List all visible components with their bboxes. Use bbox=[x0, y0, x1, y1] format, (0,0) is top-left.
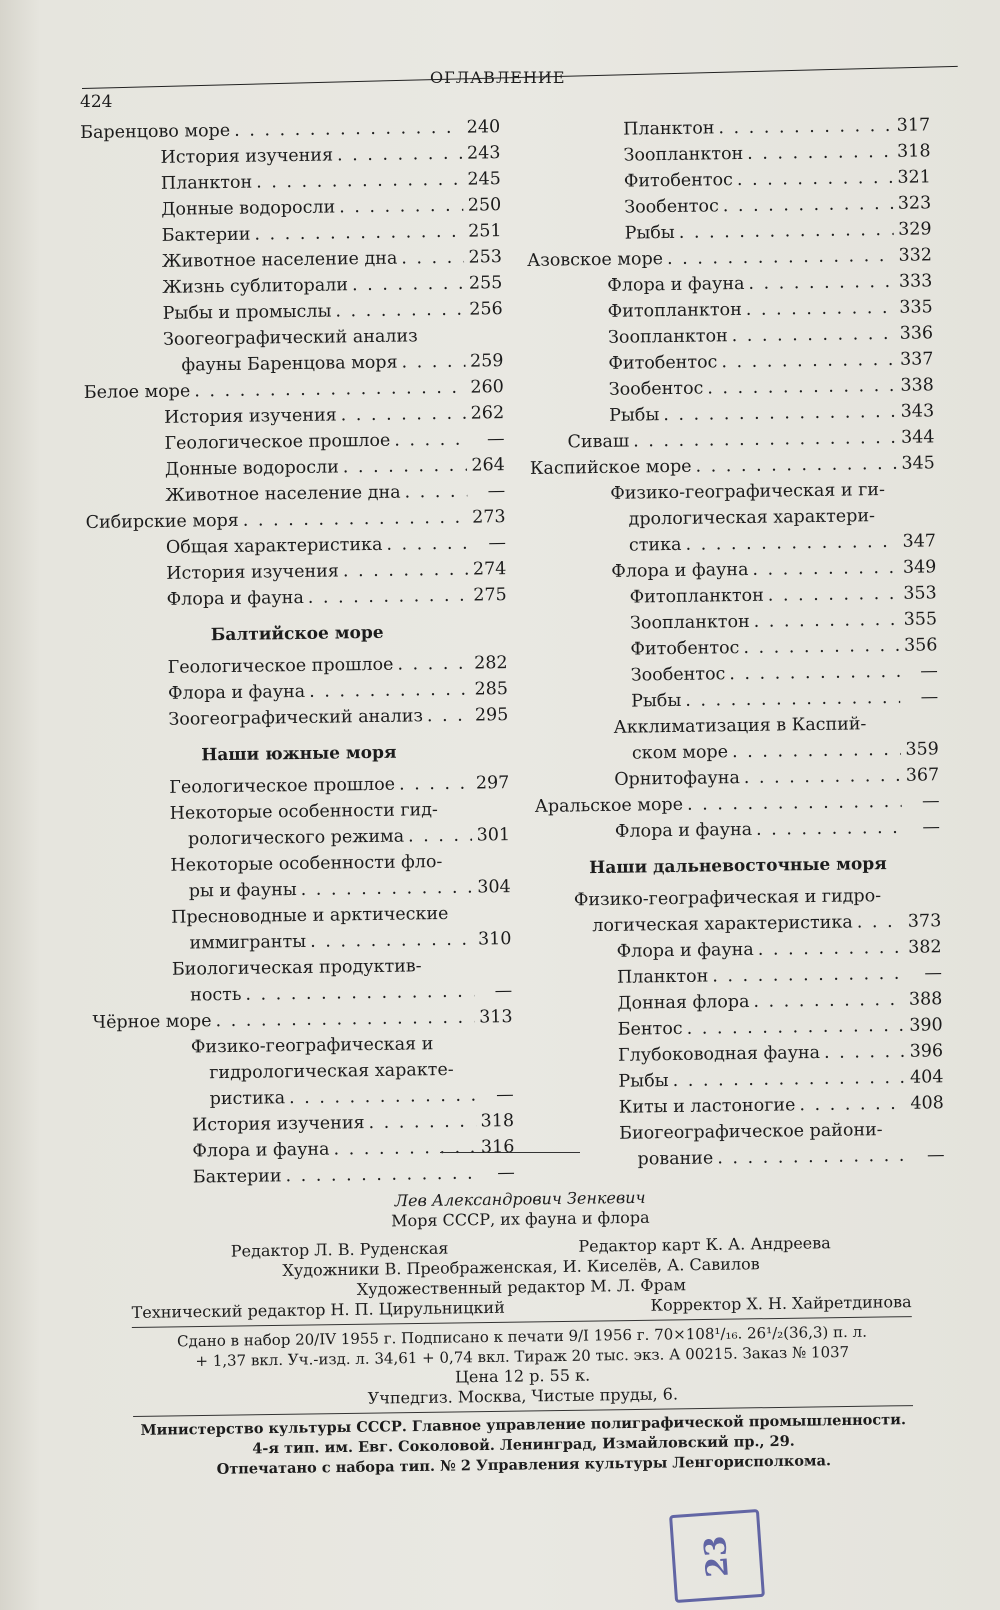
toc-entry-page: 259 bbox=[469, 351, 504, 372]
toc-entry-title-continued: иммигранты bbox=[189, 931, 307, 954]
toc-entry-page: 253 bbox=[468, 247, 503, 268]
toc-entry-title: История изучения bbox=[166, 561, 340, 584]
toc-entry-page: 256 bbox=[469, 299, 503, 320]
toc-entry-title: Животное население дна bbox=[165, 482, 401, 506]
toc-entry-page: 353 bbox=[903, 583, 937, 604]
toc-leader-dots bbox=[747, 139, 893, 167]
toc-leader-dots bbox=[310, 927, 474, 955]
toc-leader-dots bbox=[408, 823, 472, 850]
toc-entry-title: Планктон bbox=[616, 966, 709, 988]
toc-entry-title: Физико-географическая и bbox=[190, 1034, 434, 1058]
toc-leader-dots bbox=[685, 685, 900, 714]
toc-leader-dots bbox=[717, 1143, 907, 1172]
toc-entry bbox=[90, 796, 511, 854]
toc-entry-title: Бентос bbox=[617, 1018, 683, 1040]
toc-leader-dots bbox=[756, 815, 902, 843]
toc-leader-dots bbox=[301, 875, 473, 903]
toc-entry-title: Бактерии bbox=[192, 1166, 282, 1188]
toc-entry-page: 356 bbox=[903, 635, 938, 656]
toc-entry bbox=[91, 900, 512, 958]
toc-entry-page: 349 bbox=[902, 557, 937, 578]
toc-entry-page: 317 bbox=[896, 115, 931, 136]
toc-entry-title: Фитопланктон bbox=[629, 585, 764, 608]
colophon-print-line-1: Сдано в набор 20/IV 1955 г. Подписано к печати 9/I 1956 г. 70×108¹/₁₆. 26¹/₂(36,3) п. л. bbox=[176, 1322, 868, 1351]
toc-entry-title: Орнитофауна bbox=[614, 768, 741, 790]
toc-leader-dots bbox=[401, 245, 464, 272]
toc-leader-dots bbox=[729, 659, 900, 687]
toc-entry-page: 345 bbox=[901, 453, 936, 474]
toc-entry-page: 255 bbox=[468, 273, 503, 294]
toc-entry-title: Зоопланктон bbox=[629, 611, 750, 634]
toc-leader-dots bbox=[194, 375, 466, 405]
toc-entry-page: 275 bbox=[473, 585, 507, 606]
page-number: 424 bbox=[80, 92, 113, 112]
toc-entry-page: 343 bbox=[900, 401, 935, 422]
toc-entry-title: Баренцово море bbox=[80, 120, 231, 143]
toc-entry-title-continued: рологического режима bbox=[187, 826, 405, 850]
toc-entry-page: 262 bbox=[470, 403, 505, 424]
toc-leader-dots bbox=[695, 451, 897, 480]
toc-leader-dots bbox=[285, 1161, 477, 1190]
toc-leader-dots bbox=[386, 531, 468, 558]
toc-entry-title: Каспийское море bbox=[529, 456, 692, 479]
toc-leader-dots bbox=[215, 1005, 474, 1035]
toc-entry-page: 333 bbox=[898, 271, 933, 292]
toc-entry-page: 304 bbox=[477, 877, 511, 898]
toc-entry-title: Зоопланктон bbox=[607, 326, 728, 348]
toc-leader-dots bbox=[748, 269, 894, 297]
toc-entry bbox=[95, 1160, 515, 1192]
toc-entry-title: Рыбы bbox=[609, 405, 660, 426]
toc-leader-dots bbox=[667, 243, 894, 272]
toc-entry-title-continued: ском море bbox=[631, 742, 729, 764]
toc-leader-dots bbox=[341, 401, 467, 429]
toc-entry-title: Фитобентос bbox=[623, 170, 734, 192]
toc-entry-title: Биологическая продуктив- bbox=[171, 956, 422, 980]
library-stamp-number: 23 bbox=[698, 1533, 736, 1579]
toc-leader-dots bbox=[352, 271, 465, 299]
toc-entry-page: 297 bbox=[475, 773, 510, 794]
toc-leader-dots bbox=[256, 167, 463, 196]
toc-leader-dots bbox=[752, 555, 898, 583]
toc-entry-title: Некоторые особенности гид- bbox=[169, 800, 439, 824]
toc-entry-page: 282 bbox=[474, 653, 508, 674]
toc-entry-page: 240 bbox=[466, 117, 501, 138]
toc-leader-dots bbox=[633, 425, 897, 455]
toc-leader-dots bbox=[343, 557, 469, 585]
toc-entry-page: 373 bbox=[907, 911, 942, 932]
toc-entry-page: 344 bbox=[900, 427, 935, 448]
toc-entry-title: Геологическое прошлое bbox=[169, 774, 396, 798]
toc-entry-title: Глубоководная фауна bbox=[617, 1042, 821, 1066]
toc-leader-dots bbox=[679, 217, 894, 246]
toc-entry bbox=[93, 1030, 514, 1114]
colophon-author: Лев Александрович Зенкевич bbox=[394, 1187, 646, 1211]
toc-leader-dots bbox=[333, 1135, 476, 1163]
toc-leader-dots bbox=[857, 909, 904, 936]
colophon-proofreader: Корректор Х. Н. Хайретдинова bbox=[650, 1292, 912, 1315]
toc-leader-dots bbox=[394, 427, 467, 454]
toc-entry-title: Аральское море bbox=[534, 794, 684, 817]
toc-entry-page: 313 bbox=[479, 1007, 513, 1028]
colophon-price: Цена 12 р. 55 к. bbox=[454, 1365, 591, 1387]
toc-leader-dots bbox=[723, 191, 894, 219]
toc-leader-dots bbox=[686, 1013, 904, 1042]
toc-entry-title: Фитобентос bbox=[630, 638, 740, 660]
colophon-art-editor: Художественный редактор М. Л. Фрам bbox=[356, 1275, 686, 1299]
toc-entry-page: 285 bbox=[474, 679, 509, 700]
colophon-publisher: Учпедгиз. Москва, Чистые пруды, 6. bbox=[367, 1384, 679, 1408]
toc-entry-title: Геологическое прошлое bbox=[167, 654, 394, 678]
toc-leader-dots bbox=[289, 1083, 476, 1112]
toc-entry-title: Планктон bbox=[623, 118, 715, 140]
toc-entry-page: 310 bbox=[477, 929, 512, 950]
toc-leader-dots bbox=[758, 935, 904, 963]
colophon-print-line-2: + 1,37 вкл. Уч.-изд. л. 34,61 + 0,74 вкл. Тираж 20 тыс. экз. А 00215. Заказ № 1037 bbox=[195, 1342, 850, 1371]
toc-entry-page: 329 bbox=[898, 219, 932, 240]
toc-entry-title-continued: дрологическая характери- bbox=[628, 506, 876, 530]
toc-entry-page: 273 bbox=[472, 507, 506, 528]
toc-entry-title: Рыбы bbox=[631, 690, 682, 712]
page-header-title: ОГЛАВЛЕНИЕ bbox=[430, 68, 566, 87]
toc-entry-title: Донная флора bbox=[617, 991, 750, 1014]
toc-entry-title-continued: ность bbox=[190, 984, 242, 1006]
toc-entry-title: Рыбы bbox=[624, 222, 675, 244]
toc-leader-dots bbox=[768, 581, 899, 609]
toc-entry bbox=[83, 322, 504, 380]
toc-entry-title: Сиваш bbox=[567, 431, 630, 453]
toc-leader-dots bbox=[672, 1065, 905, 1094]
toc-entry-title: Пресноводные и арктические bbox=[171, 903, 449, 928]
toc-leader-dots bbox=[743, 633, 899, 661]
toc-leader-dots bbox=[339, 193, 463, 221]
colophon-press: 4-я тип. им. Евг. Соколовой. Ленинград, Измайловский пр., 29. bbox=[252, 1432, 795, 1458]
toc-entry-page: 359 bbox=[905, 739, 939, 760]
toc-leader-dots bbox=[335, 297, 465, 325]
toc-entry-title: Донные водоросли bbox=[164, 457, 339, 480]
toc-section-heading: Наши южные моря bbox=[201, 742, 397, 766]
toc-entry-title-continued: фауны Баренцова моря bbox=[181, 352, 398, 376]
toc-entry-title: Жизнь сублиторали bbox=[162, 275, 349, 298]
toc-entry bbox=[87, 582, 507, 614]
toc-entry-title: Рыбы bbox=[618, 1071, 669, 1092]
toc-leader-dots bbox=[663, 399, 896, 428]
toc-entry-page: — bbox=[922, 817, 941, 838]
toc-entry-title: История изучения bbox=[191, 1113, 365, 1136]
toc-entry-title: Зообентос bbox=[624, 196, 719, 218]
toc-entry-page: 355 bbox=[903, 609, 938, 630]
toc-entry-page: — bbox=[488, 533, 507, 554]
toc-entry-title: Рыбы и промыслы bbox=[162, 301, 332, 324]
toc-leader-dots bbox=[746, 295, 895, 323]
toc-left-column bbox=[80, 114, 515, 1192]
toc-entry-page: 251 bbox=[468, 221, 502, 242]
toc-entry-page: — bbox=[921, 791, 940, 812]
toc-leader-dots bbox=[685, 529, 898, 558]
toc-leader-dots bbox=[401, 349, 465, 376]
toc-leader-dots bbox=[721, 347, 895, 375]
toc-entry-title: Геологическое прошлое bbox=[164, 430, 391, 454]
toc-section-heading: Балтийское море bbox=[210, 622, 384, 646]
toc-entry-page: 264 bbox=[471, 455, 505, 476]
toc-entry-title: Физико-географическая и ги- bbox=[610, 480, 886, 504]
colophon bbox=[130, 1184, 914, 1481]
toc-entry-title-continued: ристика bbox=[209, 1088, 286, 1110]
toc-entry-page: — bbox=[924, 963, 943, 984]
toc-leader-dots bbox=[245, 979, 474, 1008]
toc-leader-dots bbox=[753, 987, 904, 1015]
toc-entry-title: Животное население дна bbox=[161, 248, 398, 272]
toc-entry bbox=[533, 710, 939, 768]
toc-leader-dots bbox=[309, 677, 470, 705]
toc-right-column bbox=[525, 112, 945, 1174]
toc-entry-page: 321 bbox=[897, 167, 932, 188]
toc-leader-dots bbox=[824, 1039, 905, 1066]
toc-leader-dots bbox=[343, 453, 467, 481]
library-stamp bbox=[669, 1509, 765, 1603]
toc-entry-page: — bbox=[920, 687, 939, 708]
toc-entry-title: Некоторые особенности фло- bbox=[170, 852, 443, 876]
toc-entry-page: 388 bbox=[908, 989, 943, 1010]
toc-leader-dots bbox=[754, 607, 900, 635]
toc-entry-title: Сибирские моря bbox=[85, 510, 239, 533]
toc-entry-title: Флора и фауна bbox=[616, 939, 754, 962]
toc-entry-title: Бактерии bbox=[161, 224, 251, 246]
section-divider bbox=[440, 1152, 580, 1153]
toc-leader-dots bbox=[687, 789, 902, 818]
toc-leader-dots bbox=[799, 1091, 906, 1118]
toc-entry-page: 336 bbox=[899, 323, 934, 344]
toc-entry-page: 318 bbox=[480, 1111, 515, 1132]
toc-entry-page: — bbox=[487, 481, 506, 502]
toc-entry-page: 318 bbox=[896, 141, 931, 162]
toc-leader-dots bbox=[399, 771, 472, 798]
toc-entry-page: 390 bbox=[909, 1015, 943, 1036]
colophon-maps-editor: Редактор карт К. А. Андреева bbox=[578, 1233, 831, 1256]
toc-entry-page: 332 bbox=[898, 245, 933, 266]
toc-entry-title: Флора и фауна bbox=[167, 681, 306, 704]
toc-entry-title: Флора и фауна bbox=[192, 1139, 330, 1162]
colophon-tech-editor: Технический редактор Н. П. Цирульницкий bbox=[131, 1297, 505, 1322]
toc-leader-dots bbox=[397, 651, 470, 678]
toc-entry-page: 404 bbox=[909, 1067, 944, 1088]
toc-entry-title-continued: ры и фауны bbox=[188, 880, 297, 902]
toc-entry bbox=[536, 882, 942, 940]
toc-entry-page: — bbox=[926, 1145, 945, 1166]
toc-entry bbox=[88, 702, 508, 734]
toc-entry-page: 295 bbox=[474, 705, 509, 726]
toc-leader-dots bbox=[718, 113, 892, 141]
toc-entry-title: Биогеографическое райони- bbox=[619, 1120, 883, 1144]
toc-entry-title: Зообентос bbox=[630, 664, 726, 686]
toc-entry-page: 323 bbox=[897, 193, 932, 214]
toc-entry-page: 301 bbox=[476, 825, 511, 846]
toc-entry-page: 337 bbox=[899, 349, 934, 370]
toc-entry-title: Зоогеографический анализ bbox=[162, 326, 418, 350]
toc-leader-dots bbox=[254, 219, 464, 248]
toc-entry-title: Донные водоросли bbox=[161, 197, 336, 220]
colophon-printed-from: Отпечатано с набора тип. № 2 Управления культуры Ленгорисполкома. bbox=[216, 1452, 832, 1478]
toc-leader-dots bbox=[243, 505, 468, 534]
toc-entry-title: Зообентос bbox=[608, 378, 704, 400]
toc-leader-dots bbox=[707, 373, 896, 402]
toc-entry-page: 260 bbox=[470, 377, 504, 398]
toc-leader-dots bbox=[404, 479, 467, 506]
toc-entry bbox=[530, 476, 936, 560]
toc-entry-page: — bbox=[486, 429, 505, 450]
toc-entry-page: 243 bbox=[466, 143, 501, 164]
toc-entry bbox=[92, 952, 513, 1010]
toc-entry-page: 338 bbox=[900, 375, 934, 396]
toc-entry-page: 382 bbox=[908, 937, 942, 958]
toc-entry-title-continued: гидрологическая характе- bbox=[209, 1059, 454, 1084]
toc-entry-title: Фитопланктон bbox=[607, 299, 742, 322]
toc-entry-title: Физико-географическая и гидро- bbox=[573, 886, 882, 911]
toc-entry-title: Флора и фауна bbox=[607, 273, 745, 296]
toc-entry-page: 245 bbox=[467, 169, 502, 190]
toc-entry-page: 316 bbox=[480, 1137, 515, 1158]
toc-entry-title: Флора и фауна bbox=[611, 559, 749, 582]
toc-entry bbox=[90, 848, 511, 906]
toc-leader-dots bbox=[744, 763, 902, 791]
toc-leader-dots bbox=[427, 703, 471, 730]
toc-entry-page: — bbox=[496, 1085, 514, 1106]
toc-entry-title: Азовское море bbox=[526, 249, 664, 271]
toc-leader-dots bbox=[234, 115, 462, 144]
toc-entry-page: 408 bbox=[910, 1093, 944, 1114]
toc-section-heading: Наши дальневосточные моря bbox=[589, 854, 887, 879]
toc-entry-title: Белое море bbox=[83, 381, 191, 403]
colophon-book-title: Моря СССР, их фауна и флора bbox=[391, 1207, 650, 1231]
toc-entry-title-continued: рование bbox=[637, 1148, 714, 1170]
toc-leader-dots bbox=[732, 321, 896, 349]
toc-leader-dots bbox=[712, 961, 904, 990]
toc-entry-title: История изучения bbox=[160, 145, 334, 168]
toc-entry-page: 367 bbox=[905, 765, 940, 786]
toc-entry-title: Зоогеографический анализ bbox=[168, 706, 424, 730]
colophon-artists: Художники В. Преображенская, И. Киселёв, А. Савилов bbox=[282, 1254, 760, 1280]
toc-entry-page: 250 bbox=[467, 195, 502, 216]
toc-entry-title: Фитобентос bbox=[608, 352, 718, 374]
toc-entry-title: Киты и ластоногие bbox=[618, 1095, 796, 1118]
toc-entry-page: 396 bbox=[909, 1041, 944, 1062]
toc-entry-page: — bbox=[497, 1163, 515, 1184]
toc-entry-title: Зоопланктон bbox=[623, 143, 744, 166]
toc-entry-title: История изучения bbox=[164, 405, 337, 428]
toc-entry-page: 274 bbox=[472, 559, 507, 580]
toc-leader-dots bbox=[368, 1109, 476, 1136]
toc-entry-title: Флора и фауна bbox=[614, 819, 753, 842]
toc-entry-title-continued: логическая характеристика bbox=[592, 912, 853, 937]
toc-entry-title-continued: стика bbox=[628, 534, 682, 556]
toc-entry-page: — bbox=[494, 981, 513, 1002]
toc-entry bbox=[539, 1116, 945, 1174]
toc-entry-page: 347 bbox=[902, 531, 937, 552]
toc-leader-dots bbox=[737, 165, 893, 193]
toc-entry-title: Общая характеристика bbox=[165, 534, 383, 558]
toc-entry-page: — bbox=[920, 661, 938, 682]
toc-leader-dots bbox=[308, 583, 469, 611]
toc-entry-title: Флора и фауна bbox=[166, 587, 304, 610]
toc-entry-title: Чёрное море bbox=[92, 1011, 212, 1033]
colophon-ministry: Министерство культуры СССР. Главное управление полиграфической промышленности. bbox=[140, 1411, 907, 1439]
toc-leader-dots bbox=[337, 141, 463, 169]
toc-entry-title: Планктон bbox=[160, 172, 253, 194]
toc-entry-title: Акклиматизация в Каспий- bbox=[613, 714, 867, 738]
toc-leader-dots bbox=[732, 737, 901, 765]
toc-entry-page: 335 bbox=[899, 297, 933, 318]
colophon-editor: Редактор Л. В. Руденская bbox=[230, 1238, 449, 1261]
